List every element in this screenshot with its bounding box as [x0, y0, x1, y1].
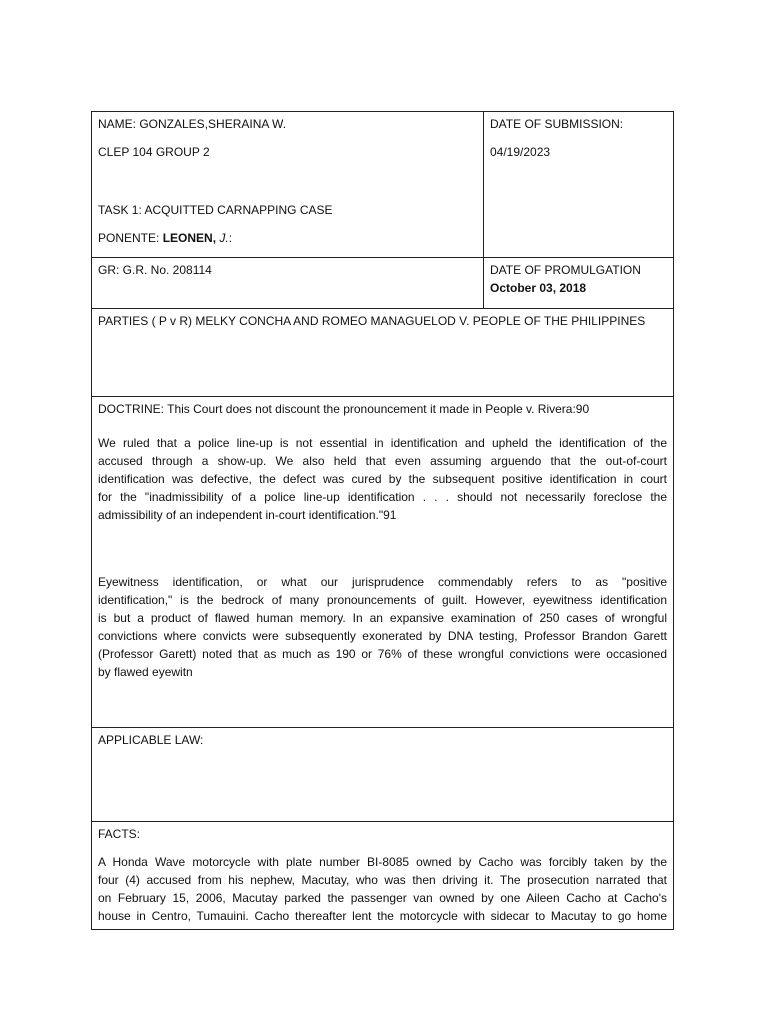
- ponente-suffix: :: [228, 231, 233, 245]
- facts-paragraph: [98, 853, 667, 925]
- doctrine-p2-line: (Professor Garett) noted that as much as 190 or 76% of these wrongful convictions were occasioned: [98, 647, 667, 661]
- doctrine-p1-line: We ruled that a police line-up is not essential in identification and upheld the identification of the: [98, 436, 667, 450]
- doctrine-paragraph-2: [98, 573, 667, 681]
- student-name: NAME: GONZALES,SHERAINA W.: [98, 117, 287, 131]
- parties-cell: [92, 309, 674, 397]
- task-title: TASK 1: ACQUITTED CARNAPPING CASE: [98, 203, 333, 217]
- ponente-label: PONENTE:: [98, 231, 163, 245]
- parties-row: [92, 309, 674, 397]
- gr-row: [92, 258, 674, 309]
- doctrine-p1-line: accused through a show-up. We also held that even assuming arguendo that the out-of-court: [98, 454, 667, 468]
- facts-cell: [92, 822, 674, 930]
- doctrine-p2-line: identification," is the bedrock of many pronouncements of guilt. However, eyewitness identification: [98, 593, 667, 607]
- case-digest-page: [91, 111, 673, 930]
- doctrine-p2-line: convictions where convicts were subsequently exonerated by DNA testing, Professor Brandon Garett: [98, 629, 667, 643]
- doctrine-p2-line: Eyewitness identification, or what our jurisprudence commendably refers to as "positive: [98, 575, 667, 589]
- ponente: [98, 229, 477, 247]
- applicable-law-heading: APPLICABLE LAW:: [98, 733, 204, 747]
- case-digest-form: [91, 111, 674, 930]
- header-row: [92, 112, 674, 258]
- doctrine-row: [92, 397, 674, 728]
- facts-line: on February 15, 2006, Macutay parked the passenger van owned by one Aileen Cacho at Cacho's: [98, 891, 667, 905]
- doctrine-p1-line: for the "inadmissibility of a police line-up identification . . . should not necessarily foreclose the: [98, 490, 667, 504]
- facts-row: [92, 822, 674, 930]
- facts-line: house in Centro, Tumauini. Cacho thereafter lent the motorcycle with sidecar to Macutay to go home: [98, 909, 667, 923]
- date-of-submission-label: DATE OF SUBMISSION:: [490, 117, 624, 131]
- facts-line: A Honda Wave motorcycle with plate number BI-8085 owned by Cacho was forcibly taken by the: [98, 855, 667, 869]
- ponente-j: J.: [219, 231, 229, 245]
- promulgation-cell: [484, 258, 674, 309]
- date-of-promulgation-label: DATE OF PROMULGATION: [490, 263, 641, 277]
- doctrine-paragraph-1: [98, 434, 667, 524]
- date-of-promulgation-value: October 03, 2018: [490, 281, 587, 295]
- facts-heading: FACTS:: [98, 827, 141, 841]
- gr-number: GR: G.R. No. 208114: [98, 263, 212, 277]
- applicable-law-cell: [92, 728, 674, 822]
- submission-cell: [484, 112, 674, 258]
- doctrine-p2-line: by flawed eyewitn: [98, 665, 193, 679]
- student-info-cell: [92, 112, 484, 258]
- applicable-law-row: [92, 728, 674, 822]
- doctrine-heading: DOCTRINE: This Court does not discount the pronouncement it made in People v. Rivera:90: [98, 402, 590, 416]
- doctrine-cell: [92, 397, 674, 728]
- doctrine-p2-line: is but a product of flawed human memory. In an expansive examination of 250 cases of wrongful: [98, 611, 667, 625]
- facts-line: four (4) accused from his nephew, Macutay, who was then driving it. The prosecution narrated that: [98, 873, 667, 887]
- date-of-submission-value: 04/19/2023: [490, 145, 551, 159]
- parties-text: PARTIES ( P v R) MELKY CONCHA AND ROMEO MANAGUELOD V. PEOPLE OF THE PHILIPPINES: [98, 314, 646, 328]
- doctrine-p1-line: admissibility of an independent in-court identification."91: [98, 508, 397, 522]
- class-group: CLEP 104 GROUP 2: [98, 145, 210, 159]
- ponente-name: LEONEN,: [162, 231, 220, 245]
- doctrine-p1-line: identification was defective, the defect was cured by the subsequent positive identification in court: [98, 472, 667, 486]
- gr-cell: [92, 258, 484, 309]
